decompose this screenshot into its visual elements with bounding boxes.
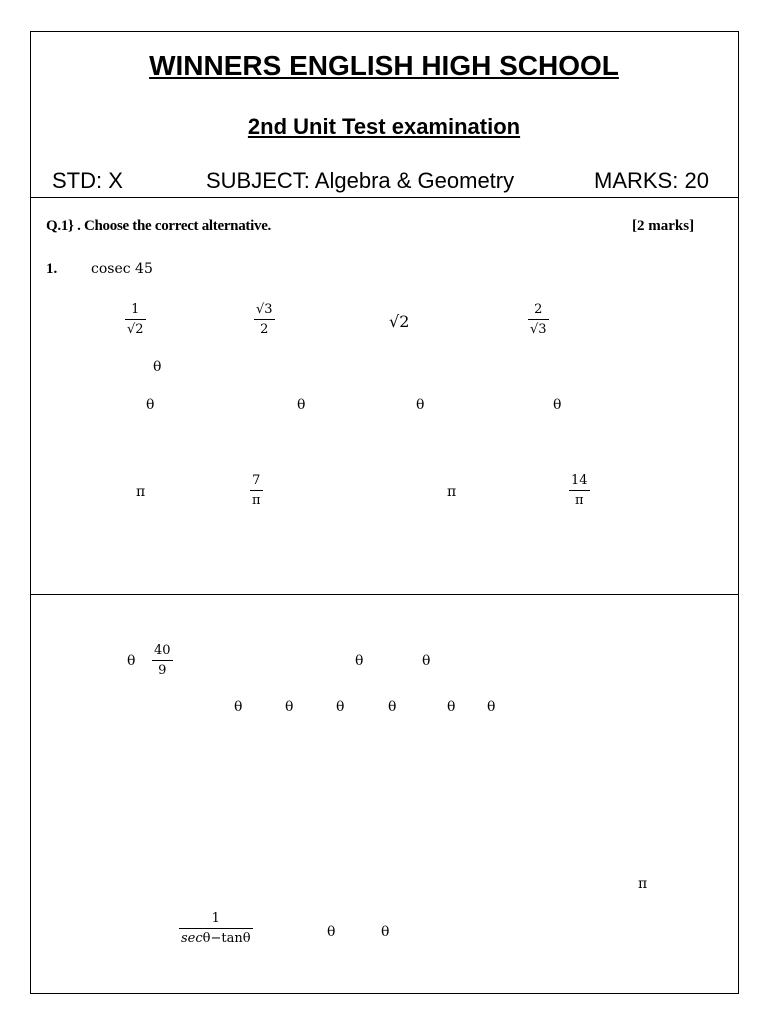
pi-option-b-fraction	[250, 474, 263, 507]
q2-theta-row-6: θ	[487, 699, 496, 715]
q2-fraction-denominator: 9	[158, 663, 167, 678]
q2-theta-row-2: θ	[285, 699, 294, 715]
q2-last-numerator: 1	[179, 912, 253, 929]
exam-title: 2nd Unit Test examination	[247, 114, 521, 139]
q1-heading: Q.1} . Choose the correct alternative.	[46, 218, 271, 234]
school-name: WINNERS ENGLISH HIGH SCHOOL	[149, 50, 619, 81]
option-a-numerator: 1	[125, 303, 146, 320]
q2-theta-row-3: θ	[336, 699, 345, 715]
theta-option-b: θ	[297, 397, 306, 413]
q2-theta-d: θ	[327, 924, 336, 940]
theta-option-d: θ	[553, 397, 562, 413]
pi-option-a: π	[136, 484, 146, 500]
option-c-value: √2	[389, 312, 410, 331]
option-d-numerator: 2	[528, 303, 549, 320]
q2-theta-a: θ	[127, 653, 136, 669]
pi-option-c: π	[447, 484, 457, 500]
pi-option-b-numerator: 7	[250, 474, 263, 491]
option-b-denominator: 2	[260, 322, 269, 337]
option-d-denominator: √3	[530, 322, 547, 337]
q1-marks: [2 marks]	[632, 218, 695, 234]
marks-label: MARKS: 20	[594, 168, 709, 193]
q2-theta-row-1: θ	[234, 699, 243, 715]
item1-number: 1.	[46, 261, 58, 277]
q2-theta-e: θ	[381, 924, 390, 940]
item1-text: cosec 45	[91, 261, 153, 277]
q2-denominator-rest: θ−tanθ	[202, 931, 251, 946]
option-a-fraction	[125, 303, 146, 336]
q2-fraction-40-9	[152, 644, 173, 677]
pi-option-b-denominator: π	[252, 493, 261, 508]
pi-option-d-numerator: 14	[569, 474, 590, 491]
pi-option-d-denominator: π	[575, 493, 584, 508]
option-b-numerator: √3	[254, 303, 275, 320]
q2-fraction-numerator: 40	[152, 644, 173, 661]
std-label: STD: X	[52, 168, 123, 193]
theta-symbol: θ	[153, 359, 162, 375]
theta-option-a: θ	[146, 397, 155, 413]
theta-option-c: θ	[416, 397, 425, 413]
option-d-fraction	[528, 303, 549, 336]
q2-last-denominator	[179, 929, 253, 945]
question1-box	[30, 197, 739, 595]
q2-sec-text: sec	[181, 931, 203, 946]
q2-pi-symbol: π	[638, 876, 648, 892]
q2-theta-c: θ	[422, 653, 431, 669]
q2-theta-b: θ	[355, 653, 364, 669]
pi-option-d-fraction	[569, 474, 590, 507]
option-b-fraction	[254, 303, 275, 336]
q2-theta-row-5: θ	[447, 699, 456, 715]
option-a-denominator: √2	[127, 322, 144, 337]
q2-theta-row-4: θ	[388, 699, 397, 715]
q2-last-fraction	[179, 912, 253, 945]
subject-label: SUBJECT: Algebra & Geometry	[206, 168, 515, 193]
